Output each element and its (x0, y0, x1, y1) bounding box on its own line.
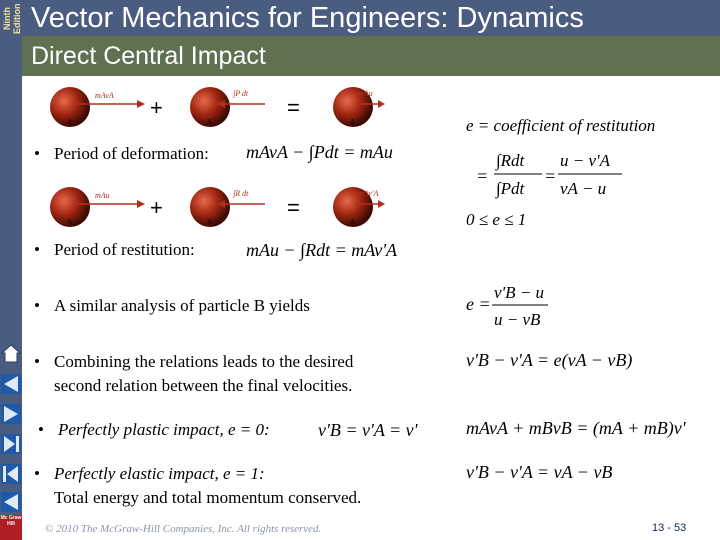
bullet-elastic: • Perfectly elastic impact, e = 1: (34, 464, 265, 483)
bullet-text: Period of restitution: (54, 240, 195, 259)
combined-equation: v'B − v'A = e(vA − vB) (466, 350, 633, 370)
bullet-text: Period of deformation: (54, 144, 209, 163)
bullet-elastic-line2: Total energy and total momentum conserved. (54, 488, 362, 507)
ratio-numerator-2: u − v'A (560, 151, 611, 170)
edition-label: Ninth Edition (2, 3, 22, 35)
bullet-text: A similar analysis of particle B yields (54, 296, 310, 315)
restitution-equation: mAu − ∫Rdt = mAv'A (246, 240, 398, 260)
coefficient-range: 0 ≤ e ≤ 1 (466, 210, 527, 229)
bullet-text: Perfectly elastic impact, e = 1: (54, 464, 265, 483)
impulse-label: ∫P dt (233, 89, 249, 98)
exit-icon[interactable] (0, 490, 22, 514)
particle-label: A (350, 118, 356, 126)
plus-sign: + (150, 195, 163, 220)
ratio-numerator-1: ∫Rdt (496, 151, 525, 170)
copyright-notice: © 2010 The McGraw-Hill Companies, Inc. All rights reserved. (45, 523, 322, 535)
ratio-denominator-2: vA − u (560, 179, 607, 198)
page-number: 13 - 53 (652, 522, 687, 534)
coefficient-definition: e = coefficient of restitution (466, 116, 656, 135)
momentum-label: mAvA (95, 91, 114, 100)
equals-sign: = (287, 195, 300, 220)
particle-label: A (207, 118, 213, 126)
plastic-velocity-equation: v'B = v'A = v' (318, 420, 418, 440)
bullet-plastic: • Perfectly plastic impact, e = 0: (38, 420, 270, 439)
particle-label: A (67, 218, 73, 226)
momentum-label: mAv'A (358, 189, 379, 198)
bullet-text: Combining the relations leads to the desired (54, 352, 354, 371)
svg-text:=: = (544, 166, 557, 186)
next-slide-icon[interactable] (0, 402, 22, 426)
plastic-momentum-equation: mAvA + mBvB = (mA + mB)v' (466, 418, 686, 438)
last-slide-icon[interactable] (0, 432, 22, 456)
svg-text:e =: e = (466, 294, 491, 314)
restitution-diagram (45, 184, 385, 230)
particle-label: A (350, 218, 356, 226)
bullet-particle-b: • A similar analysis of particle B yields (34, 296, 310, 315)
b-denominator: u − vB (494, 310, 541, 329)
slide-title: Vector Mechanics for Engineers: Dynamics (31, 2, 584, 34)
bullet-restitution: • Period of restitution: (34, 240, 195, 259)
deformation-diagram (45, 84, 385, 130)
b-numerator: v'B − u (494, 283, 545, 302)
home-icon[interactable] (0, 342, 22, 366)
svg-text:=: = (476, 166, 489, 186)
slide-subtitle: Direct Central Impact (31, 42, 266, 70)
plus-sign: + (150, 95, 163, 120)
bullet-deformation: • Period of deformation: (34, 144, 209, 163)
particle-b-equation (466, 280, 586, 334)
equals-sign: = (287, 95, 300, 120)
coefficient-ratio-equation (466, 146, 626, 208)
particle-label: A (207, 218, 213, 226)
momentum-label: mAu (95, 191, 110, 200)
elastic-equation: v'B − v'A = vA − vB (466, 462, 613, 482)
particle-label: A (67, 118, 73, 126)
first-slide-icon[interactable] (0, 372, 22, 396)
previous-slide-icon[interactable] (0, 462, 22, 486)
ratio-denominator-1: ∫Pdt (496, 179, 525, 198)
deformation-equation: mAvA − ∫Pdt = mAu (246, 142, 393, 162)
impulse-label: ∫R dt (233, 189, 249, 198)
publisher-logo: Mc Graw Hill (0, 515, 22, 540)
bullet-text: Perfectly plastic impact, e = 0: (58, 420, 270, 439)
bullet-combining: • Combining the relations leads to the desired (34, 352, 354, 371)
bullet-combining-line2: second relation between the final velocities. (54, 376, 353, 395)
momentum-label: mAu (358, 89, 373, 98)
